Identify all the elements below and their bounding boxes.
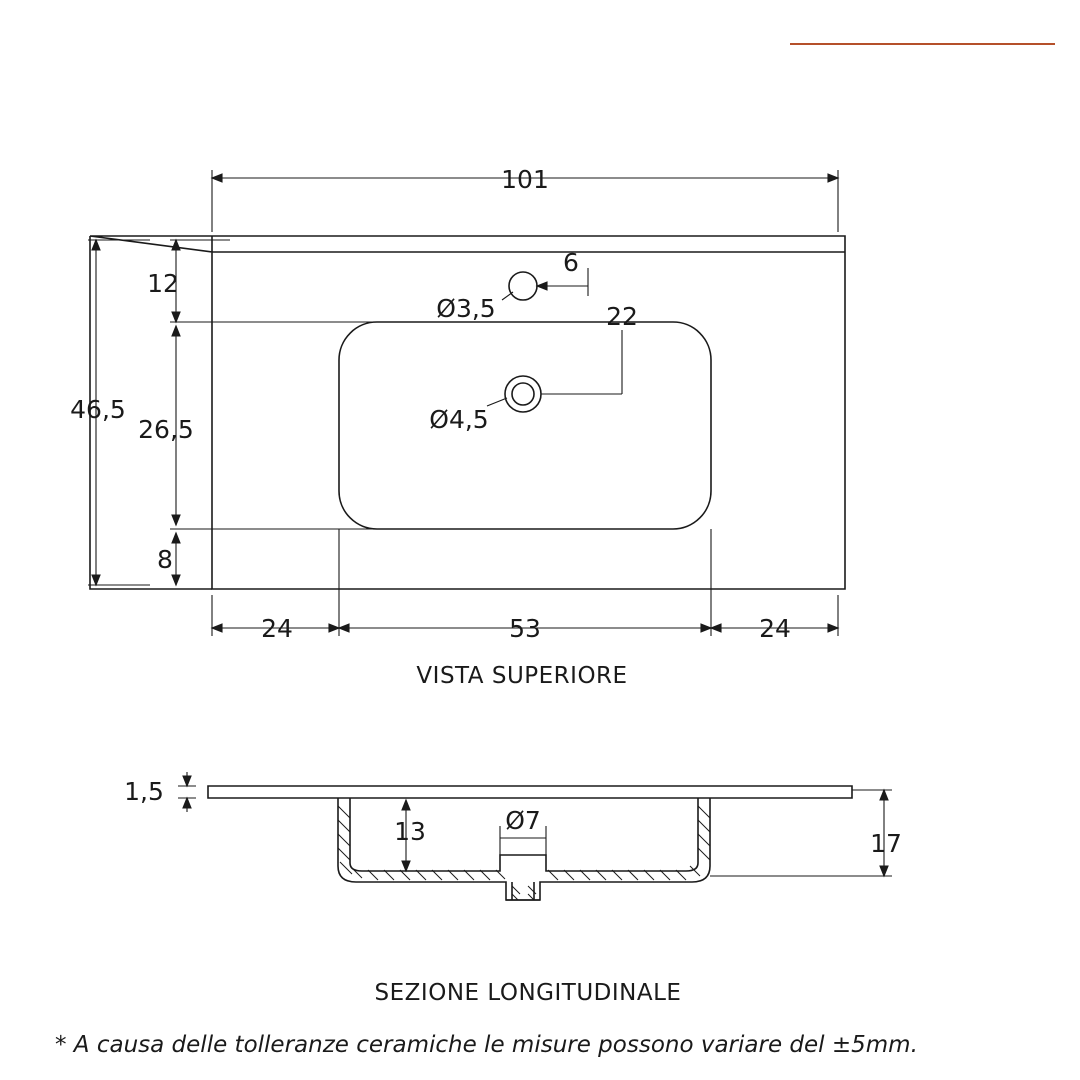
section-view-geometry xyxy=(208,786,852,900)
dim-back-strip: 12 xyxy=(147,269,179,298)
dim-drain-diameter: Ø4,5 xyxy=(429,405,489,434)
dimension-lines-top xyxy=(88,170,838,636)
dim-front-strip: 8 xyxy=(157,545,173,574)
view-label-top: VISTA SUPERIORE xyxy=(416,663,628,689)
dim-tap-hole-offset: 6 xyxy=(563,248,579,277)
dim-section-drain-diameter: Ø7 xyxy=(505,806,541,835)
drain-hole xyxy=(505,376,541,412)
view-label-section: SEZIONE LONGITUDINALE xyxy=(374,980,682,1006)
dim-drain-offset: 22 xyxy=(606,302,638,331)
dim-overall-width: 101 xyxy=(501,165,549,194)
dim-basin-width: 53 xyxy=(509,614,541,643)
tap-hole xyxy=(509,272,537,300)
dim-right-margin: 24 xyxy=(759,614,791,643)
dim-overall-height: 17 xyxy=(870,829,902,858)
dim-basin-depth: 26,5 xyxy=(138,415,194,444)
dim-top-thickness: 1,5 xyxy=(124,777,164,806)
dim-overall-depth: 46,5 xyxy=(70,395,126,424)
dim-basin-inner-depth: 13 xyxy=(394,817,426,846)
tolerance-note: * A causa delle tolleranze ceramiche le misure possono variare del ±5mm. xyxy=(55,1032,918,1058)
dim-tap-hole-diameter: Ø3,5 xyxy=(436,294,496,323)
dim-left-margin: 24 xyxy=(261,614,293,643)
